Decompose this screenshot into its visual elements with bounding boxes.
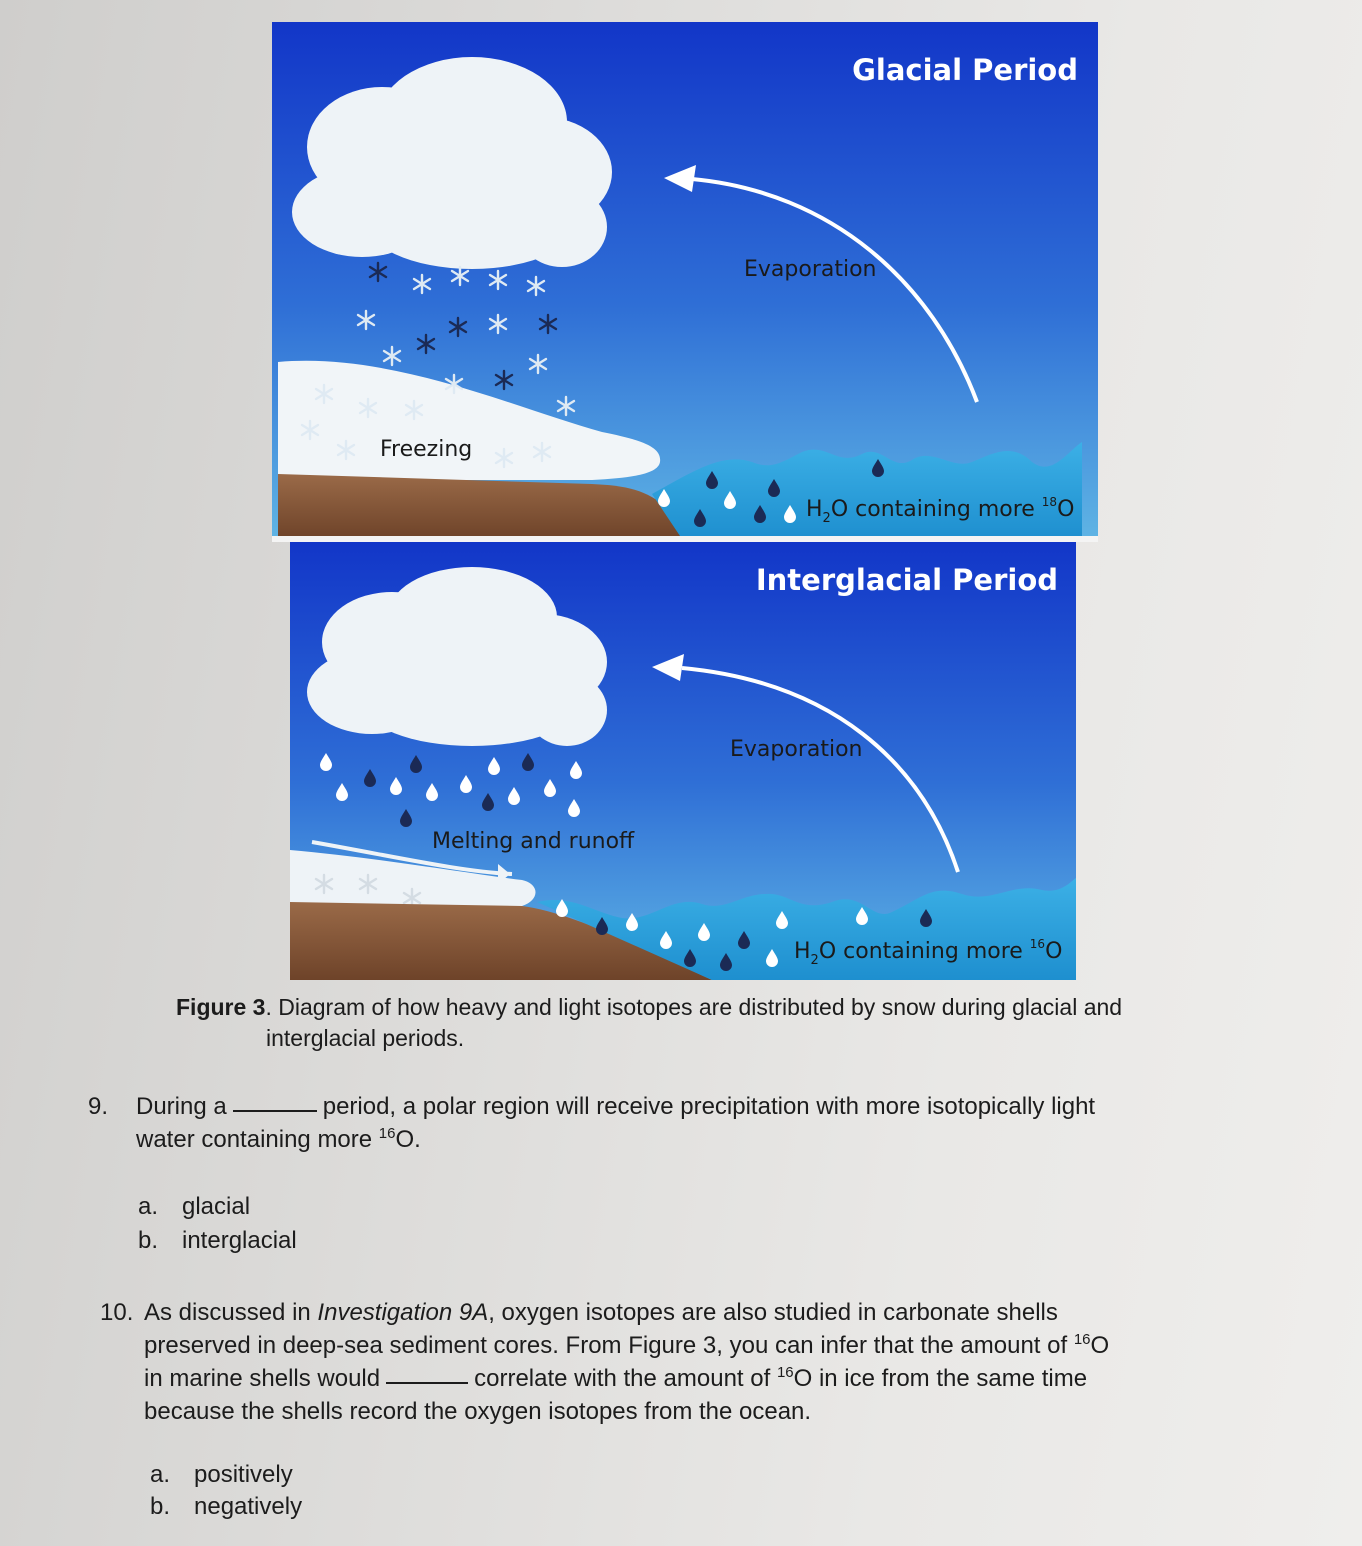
glacial-process-label: Freezing — [380, 437, 473, 462]
isotope-diagram — [272, 22, 1098, 980]
caption-line1: . Diagram of how heavy and light isotopes are distributed by snow during glacial and — [265, 994, 1123, 1020]
question-9-option-a[interactable]: a. glacial — [138, 1193, 251, 1220]
figure-caption — [176, 992, 1236, 1054]
interglacial-evaporation-label: Evaporation — [730, 737, 863, 762]
glacial-evaporation-label: Evaporation — [744, 257, 877, 282]
glacial-title: Glacial Period — [852, 53, 1078, 87]
question-9-option-b[interactable]: b. interglacial — [138, 1227, 297, 1254]
question-10-number: 10. — [100, 1299, 134, 1326]
interglacial-process-label: Melting and runoff — [432, 829, 635, 854]
question-10-option-a[interactable]: a. positively — [150, 1461, 293, 1488]
interglacial-water-label: $H_2O$ containing more $^{16}$O — [794, 937, 1063, 968]
glacial-panel — [272, 22, 1098, 539]
caption-line2: interglacial periods. — [266, 1025, 465, 1051]
question-10-blank — [386, 1382, 468, 1384]
caption-figure-number: Figure 3 — [176, 994, 266, 1020]
question-10: 10. As discussed in Investigation 9A, oxygen isotopes are also studied in carbonate shells preserved in deep-sea sediment cores. From Figure 3, you can infer that the amount of $^{16}$O in marine shells would correlate with the amount of $^{16}$O in ice from the same time because the shells record the oxygen isotopes from the ocean. — [144, 1296, 1244, 1428]
question-9: 9. During a period, a polar region will receive precipitation with more isotopically light water containing more $^{16}$O. — [136, 1090, 1246, 1156]
interglacial-panel — [290, 542, 1076, 980]
glacial-water-label: $H_2O$ containing more $^{18}$O — [806, 495, 1075, 526]
question-10-option-b[interactable]: b. negatively — [150, 1493, 303, 1520]
interglacial-title: Interglacial Period — [755, 563, 1058, 597]
question-9-number: 9. — [88, 1093, 109, 1120]
question-9-blank — [233, 1110, 317, 1112]
